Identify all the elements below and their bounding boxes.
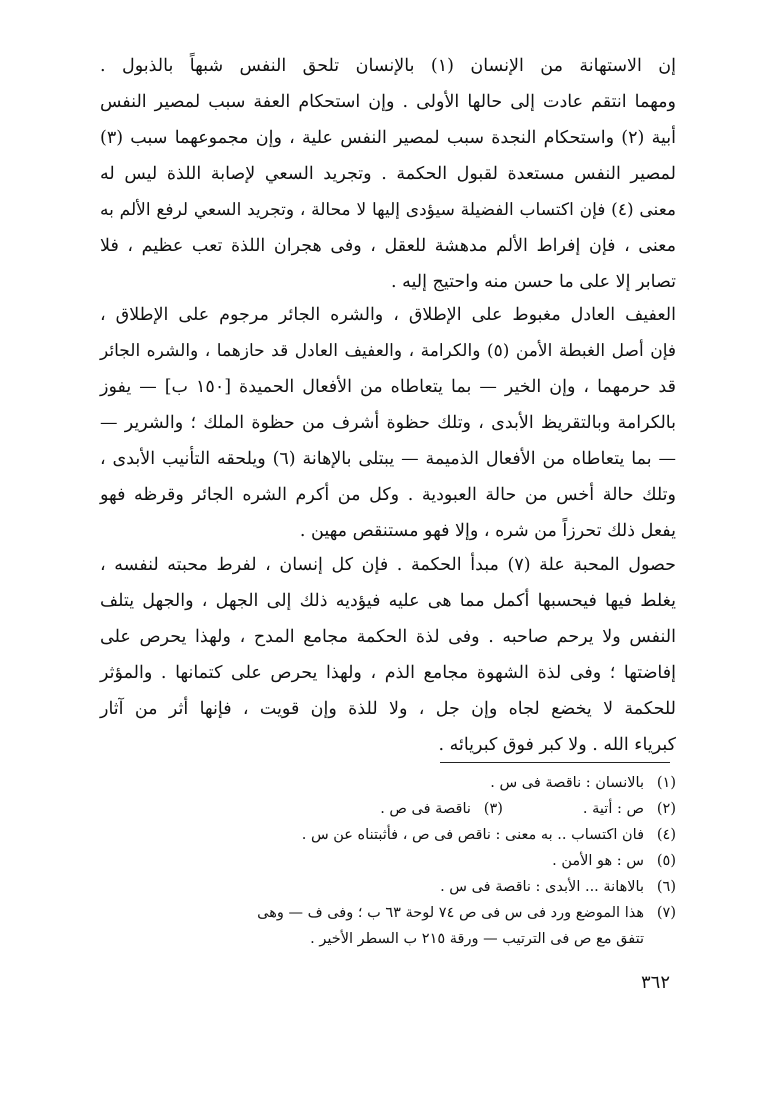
footnote (150, 848, 676, 874)
footnote (150, 900, 676, 926)
footnote-text: بالاهانة ... الأبدى : ناقصة فى س . (440, 879, 644, 895)
footnote-number: (٣) (483, 801, 503, 817)
text-line: تصابر إلا على ما حسن منه واحتيج إليه . (391, 272, 676, 292)
text-line: قد حرمهما ، وإن الخير — بما يتعاطاه من الأفعال الحميدة [١٥٠ ب] — يفوز (100, 377, 676, 397)
footnote-text: س : هو الأمن . (552, 853, 644, 869)
text-line: حصول المحبة علة (٧) مبدأ الحكمة . فإن كل إنسان ، لفرط محبته لنفسه ، (100, 555, 676, 575)
footnote-continuation (150, 926, 676, 952)
text-line: فإن أصل الغبطة الأمن (٥) والكرامة ، والعفيف العادل قد حازهما ، والشره الجائر (100, 341, 676, 361)
footnote (150, 770, 676, 796)
footnote-number: (٥) (656, 853, 676, 869)
text-line: النفس ولا يرحم صاحبه . وفى لذة الحكمة مجامع المدح ، ولهذا يحرص على (100, 627, 676, 647)
footnote (150, 822, 676, 848)
footnote-number: (٤) (656, 827, 676, 843)
footnote-text: ناقصة فى ص . (380, 801, 471, 817)
footnote-number: (١) (656, 775, 676, 791)
text-line: إفاضتها ؛ وفى لذة الشهوة مجامع الذم ، ولهذا يحرص على كتمانها . والمؤثر (100, 663, 676, 683)
text-line: يغلط فيها فيحسبها أكمل مما هى عليه فيؤديه ذلك إلى الجهل ، والجهل يتلف (100, 591, 676, 611)
footnote-text: فان اكتساب .. به معنى : ناقص فى ص ، فأثبتناه عن س . (301, 827, 644, 843)
footnote-divider (440, 762, 670, 763)
text-line: معنى ، فإن إفراط الألم مدهشة للعقل ، وفى هجران اللذة تعب عظيم ، فلا (100, 236, 676, 256)
footnote (150, 796, 676, 822)
text-line: للحكمة لا يخضع لجاه وإن جل ، ولا للذة وإن قويت ، فإنها أثر من آثار (100, 699, 676, 719)
footnote-number: (٢) (656, 801, 676, 817)
text-line: إن الاستهانة من الإنسان (١) بالإنسان تلحق النفس شبهاً بالذبول . (100, 56, 677, 76)
paragraph-2 (100, 297, 676, 549)
paragraph-3 (100, 547, 676, 763)
footnote-text: هذا الموضع ورد فى س فى ص ٧٤ لوحة ٦٣ ب ؛ وفى ف — وهى (257, 905, 644, 921)
footnote-text: تتفق مع ص فى الترتيب — ورقة ٢١٥ ب السطر الأخير . (310, 931, 644, 947)
page-number: ٣٦٢ (640, 972, 670, 993)
text-line: — بما يتعاطاه من الأفعال الذميمة — يبتلى بالإهانة (٦) ويلحقه التأنيب الأبدى ، (100, 449, 676, 469)
footnotes (150, 770, 676, 952)
footnote-text: ص : أتية . (582, 801, 644, 817)
footnote-number: (٦) (656, 879, 676, 895)
paragraph-1 (100, 48, 676, 300)
text-line: معنى (٤) فإن اكتساب الفضيلة سيؤدى إليها لا محالة ، وتجريد السعي لرفع الألم به (100, 200, 676, 220)
text-line: أبية (٢) واستحكام النجدة سبب لمصير النفس علية ، وإن مجموعهما سبب (٣) (100, 128, 676, 148)
text-line: لمصير النفس مستعدة لقبول الحكمة . وتجريد السعي لإصابة اللذة ليس له (100, 164, 676, 184)
footnote-text: بالانسان : ناقصة فى س . (490, 775, 644, 791)
footnote (150, 874, 676, 900)
text-line: وتلك حالة أخس من حالة العبودية . وكل من أكرم الشره الجائر وقرظه فهو (100, 485, 676, 505)
text-line: العفيف العادل مغبوط على الإطلاق ، والشره الجائر مرجوم على الإطلاق ، (100, 305, 676, 325)
text-line: كبرياء الله . ولا كبر فوق كبريائه . (438, 735, 676, 755)
text-line: ومهما انتقم عادت إلى حالها الأولى . وإن استحكام العفة سبب لمصير النفس (100, 92, 676, 112)
text-line: يفعل ذلك تحرزاً من شره ، وإلا فهو مستنقص مهين . (299, 521, 676, 541)
footnote-number: (٧) (656, 905, 676, 921)
text-line: بالكرامة وبالتقريظ الأبدى ، وتلك حظوة أشرف من حظوة الملك ؛ والشرير — (100, 413, 676, 433)
